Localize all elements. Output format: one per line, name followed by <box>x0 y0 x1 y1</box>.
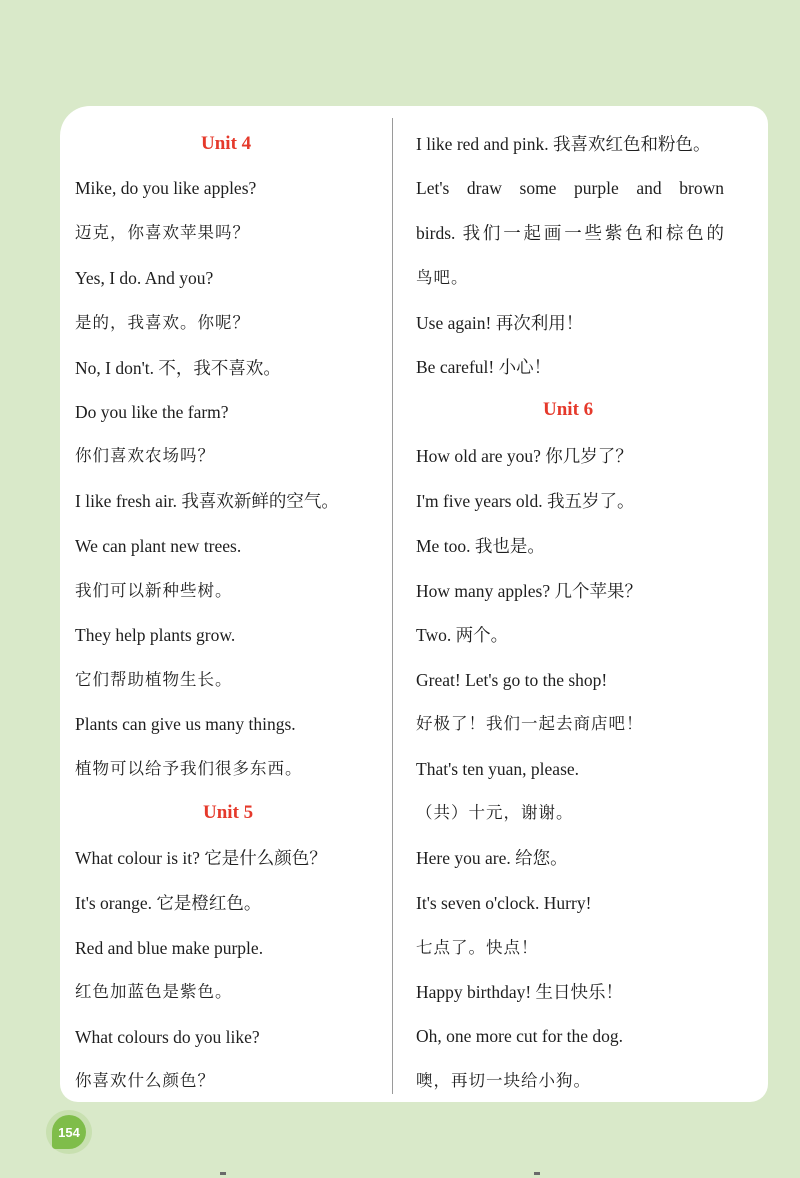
text-line: That's ten yuan, please. <box>416 759 580 779</box>
unit-5-heading: Unit 5 <box>203 802 254 823</box>
page-number: 154 <box>52 1115 86 1149</box>
text-line: Me too. 我也是。 <box>416 536 545 556</box>
text-line: 你们喜欢农场吗？ <box>75 446 215 465</box>
text-line: How many apples? 几个苹果？ <box>416 581 643 601</box>
text-line: Happy birthday! 生日快乐！ <box>416 982 624 1002</box>
text-line: Red and blue make purple. <box>75 938 264 958</box>
text-line: Two. 两个。 <box>416 625 509 645</box>
text-line: 它们帮助植物生长。 <box>75 670 233 689</box>
text-line: I'm five years old. 我五岁了。 <box>416 491 635 511</box>
text-line: Plants can give us many things. <box>75 714 296 734</box>
text-line: Here you are. 给您。 <box>416 848 568 868</box>
text-line: 噢，再切一块给小狗。 <box>416 1071 591 1090</box>
unit-4-heading: Unit 4 <box>201 133 252 154</box>
text-line: Be careful! 小心！ <box>416 357 552 377</box>
text-line: How old are you? 你几岁了？ <box>416 446 633 466</box>
text-line: 植物可以给予我们很多东西。 <box>75 759 303 778</box>
text-line: Oh, one more cut for the dog. <box>416 1026 624 1046</box>
text-line: It's seven o'clock. Hurry! <box>416 893 592 913</box>
text-line: Use again! 再次利用！ <box>416 313 584 333</box>
text-line: They help plants grow. <box>75 625 236 645</box>
unit-6-heading: Unit 6 <box>543 399 594 420</box>
text-line: 迈克，你喜欢苹果吗？ <box>75 223 250 242</box>
text-line: What colour is it? 它是什么颜色？ <box>75 848 327 868</box>
text-line: Yes, I do. And you? <box>75 268 214 288</box>
text-line: It's orange. 它是橙红色。 <box>75 893 262 913</box>
crop-mark <box>534 1172 540 1175</box>
text-line: Mike, do you like apples? <box>75 178 257 198</box>
text-line: 鸟吧。 <box>416 268 469 287</box>
text-line: 我们可以新种些树。 <box>75 581 233 600</box>
text-line: I like red and pink. 我喜欢红色和粉色。 <box>416 134 711 154</box>
text-line: （共）十元，谢谢。 <box>416 803 574 822</box>
text-line: Do you like the farm? <box>75 402 229 422</box>
column-divider <box>392 118 393 1094</box>
text-line: What colours do you like? <box>75 1027 260 1047</box>
text-line: 是的，我喜欢。你呢？ <box>75 313 250 332</box>
text-line: No, I don't. 不，我不喜欢。 <box>75 358 281 378</box>
text-line: birds. 我们一起画一些紫色和棕色的 <box>416 223 724 243</box>
text-line: 好极了！我们一起去商店吧！ <box>416 714 644 733</box>
crop-mark <box>220 1172 226 1175</box>
text-line: 红色加蓝色是紫色。 <box>75 982 233 1001</box>
text-line: 七点了。快点！ <box>416 938 539 957</box>
text-line: I like fresh air. 我喜欢新鲜的空气。 <box>75 491 339 511</box>
text-line: We can plant new trees. <box>75 536 242 556</box>
text-line: Let's draw some purple and brown <box>416 178 724 198</box>
text-line: Great! Let's go to the shop! <box>416 670 608 690</box>
text-line: 你喜欢什么颜色？ <box>75 1071 215 1090</box>
